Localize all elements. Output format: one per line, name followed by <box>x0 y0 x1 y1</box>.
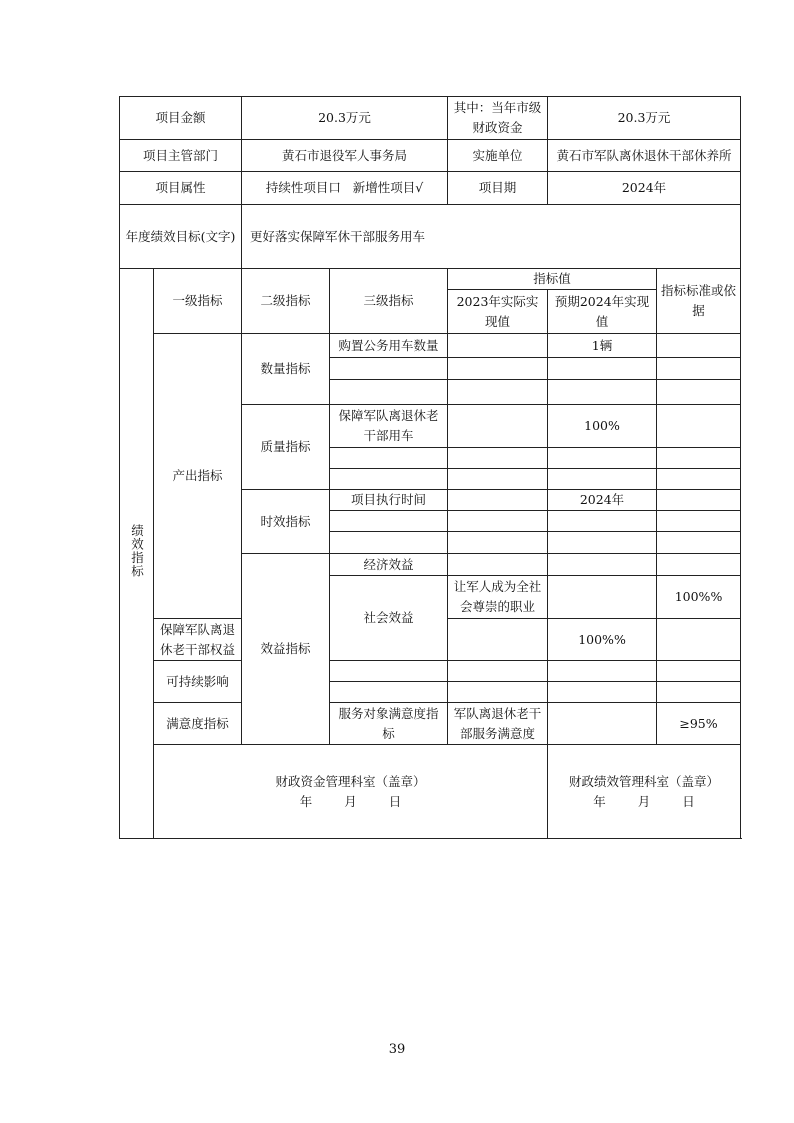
empty-cell <box>548 511 657 532</box>
city-funds-label: 其中：当年市级财政资金 <box>448 97 548 140</box>
signature-right-date <box>551 792 737 812</box>
empty-cell <box>330 448 448 469</box>
empty-cell <box>548 469 657 490</box>
signature-left-title: 财政资金管理科室（盖章） <box>275 773 426 789</box>
empty-cell <box>448 554 548 576</box>
output-label: 产出指标 <box>154 334 242 619</box>
benefit-label: 效益指标 <box>242 554 330 745</box>
empty-cell <box>330 511 448 532</box>
sustain-label: 可持续影响 <box>154 661 242 703</box>
social-value2: 100%% <box>548 619 657 661</box>
empty-cell <box>448 682 548 703</box>
empty-cell <box>548 703 657 745</box>
empty-cell <box>448 358 548 380</box>
quantity-label: 数量指标 <box>242 334 330 405</box>
empty-cell <box>657 358 741 380</box>
empty-cell <box>548 532 657 554</box>
amount-value: 20.3万元 <box>242 97 448 140</box>
impl-value: 黄石市军队离休退休干部休养所 <box>548 140 741 172</box>
empty-cell <box>657 334 741 358</box>
empty-cell <box>448 469 548 490</box>
section-label: 绩效指标 <box>129 523 145 578</box>
empty-cell <box>657 554 741 576</box>
section-label-cell <box>120 269 154 839</box>
month-label: 月 <box>344 793 357 809</box>
impl-label: 实施单位 <box>448 140 548 172</box>
performance-target-table <box>119 96 741 839</box>
col-basis: 指标标准或依据 <box>657 269 741 334</box>
empty-cell <box>548 358 657 380</box>
empty-cell <box>657 532 741 554</box>
social-label: 社会效益 <box>330 576 448 661</box>
empty-cell <box>657 511 741 532</box>
signature-right <box>548 745 741 839</box>
col-level3: 三级指标 <box>330 269 448 334</box>
col-value: 指标值 <box>448 269 657 290</box>
empty-cell <box>657 380 741 405</box>
empty-cell <box>330 682 448 703</box>
col-level2: 二级指标 <box>242 269 330 334</box>
empty-cell <box>448 532 548 554</box>
page-number: 39 <box>388 1042 406 1057</box>
timeliness-value: 2024年 <box>548 490 657 511</box>
empty-cell <box>448 511 548 532</box>
signature-left-date <box>157 792 544 812</box>
col-level1: 一级指标 <box>154 269 242 334</box>
amount-label: 项目金额 <box>120 97 242 140</box>
timeliness-label: 时效指标 <box>242 490 330 554</box>
empty-cell <box>448 490 548 511</box>
month-label: 月 <box>637 793 651 809</box>
attr-label: 项目属性 <box>120 172 242 205</box>
period-label: 项目期 <box>448 172 548 205</box>
empty-cell <box>548 380 657 405</box>
satisfaction-item: 军队离退休老干部服务满意度 <box>448 703 548 745</box>
satisfaction-level2: 服务对象满意度指标 <box>330 703 448 745</box>
goal-value: 更好落实保障军休干部服务用车 <box>242 205 741 269</box>
empty-cell <box>548 554 657 576</box>
year-label: 年 <box>593 793 606 809</box>
empty-cell <box>657 682 741 703</box>
col-2023: 2023年实际实现值 <box>448 290 548 334</box>
empty-cell <box>448 661 548 682</box>
satisfaction-value: ≥95% <box>657 703 741 745</box>
timeliness-item: 项目执行时间 <box>330 490 448 511</box>
quality-value: 100% <box>548 405 657 448</box>
col-2024: 预期2024年实现值 <box>548 290 657 334</box>
quantity-item: 购置公务用车数量 <box>330 334 448 358</box>
empty-cell <box>330 358 448 380</box>
empty-cell <box>548 682 657 703</box>
empty-cell <box>657 490 741 511</box>
empty-cell <box>448 448 548 469</box>
year-label: 年 <box>299 793 313 809</box>
empty-cell <box>448 334 548 358</box>
empty-cell <box>548 661 657 682</box>
empty-cell <box>548 448 657 469</box>
social-item2: 保障军队离退休老干部权益 <box>154 619 242 661</box>
dept-label: 项目主管部门 <box>120 140 242 172</box>
economic-label: 经济效益 <box>330 554 448 576</box>
goal-label: 年度绩效目标(文字) <box>120 205 242 269</box>
empty-cell <box>330 661 448 682</box>
empty-cell <box>657 469 741 490</box>
empty-cell <box>548 576 657 619</box>
empty-cell <box>330 469 448 490</box>
social-item1: 让军人成为全社会尊崇的职业 <box>448 576 548 619</box>
day-label: 日 <box>388 793 402 809</box>
empty-cell <box>657 405 741 448</box>
empty-cell <box>657 448 741 469</box>
quality-item: 保障军队离退休老干部用车 <box>330 405 448 448</box>
city-funds-value: 20.3万元 <box>548 97 741 140</box>
period-value: 2024年 <box>548 172 741 205</box>
empty-cell <box>448 405 548 448</box>
empty-cell <box>657 661 741 682</box>
social-value1: 100%% <box>657 576 741 619</box>
attr-value: 持续性项目口 新增性项目√ <box>242 172 448 205</box>
quality-label: 质量指标 <box>242 405 330 490</box>
empty-cell <box>330 532 448 554</box>
dept-value: 黄石市退役军人事务局 <box>242 140 448 172</box>
quantity-value: 1辆 <box>548 334 657 358</box>
empty-cell <box>330 380 448 405</box>
satisfaction-label: 满意度指标 <box>154 703 242 745</box>
empty-cell <box>448 619 548 661</box>
empty-cell <box>657 619 741 661</box>
day-label: 日 <box>682 793 695 809</box>
empty-cell <box>448 380 548 405</box>
signature-left <box>154 745 548 839</box>
signature-right-title: 财政绩效管理科室（盖章） <box>569 773 720 789</box>
